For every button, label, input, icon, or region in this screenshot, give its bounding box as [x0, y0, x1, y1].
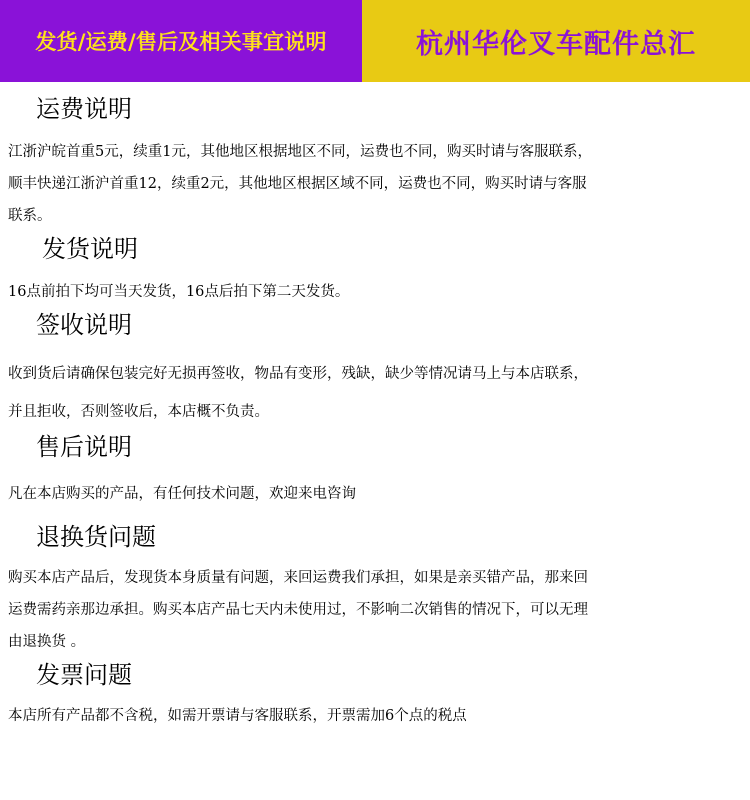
section-body-delivery	[8, 276, 743, 308]
section-heading-shipping-fee: 运费说明	[36, 95, 132, 123]
section-body-shipping-fee	[8, 136, 743, 232]
text-line: 凡在本店购买的产品，有任何技术问题，欢迎来电咨询	[8, 486, 356, 502]
section-heading-invoice: 发票问题	[36, 661, 132, 689]
header-banner	[0, 0, 750, 82]
store-name-title: 杭州华伦叉车配件总汇	[416, 28, 696, 60]
text-line: 收到货后请确保包装完好无损再签收，物品有变形，残缺，缺少等情况请马上与本店联系，	[8, 366, 588, 382]
text-line: 16点前拍下均可当天发货，16点后拍下第二天发货。	[8, 284, 350, 300]
text-line: 由退换货 。	[8, 634, 86, 650]
text-line: 江浙沪皖首重5元，续重1元，其他地区根据地区不同，运费也不同，购买时请与客服联系，	[8, 144, 592, 160]
text-line: 本店所有产品都不含税，如需开票请与客服联系，开票需加6个点的税点	[8, 708, 467, 724]
section-heading-after-sales: 售后说明	[36, 433, 132, 461]
text-line: 顺丰快递江浙沪首重12，续重2元，其他地区根据区域不同，运费也不同，购买时请与客服	[8, 176, 587, 192]
text-line: 购买本店产品后，发现货本身质量有问题，来回运费我们承担，如果是亲买错产品，那来回	[8, 570, 588, 586]
section-body-signing	[8, 358, 743, 428]
banner-left-panel	[0, 0, 362, 82]
section-heading-returns: 退换货问题	[36, 523, 156, 551]
section-body-invoice	[8, 700, 743, 732]
text-line: 联系。	[8, 208, 52, 224]
text-line: 并且拒收，否则签收后，本店概不负责。	[8, 404, 269, 420]
section-body-after-sales	[8, 478, 743, 510]
section-heading-signing: 签收说明	[36, 311, 132, 339]
text-line: 运费需药亲那边承担。购买本店产品七天内未使用过，不影响二次销售的情况下，可以无理	[8, 602, 588, 618]
section-heading-delivery: 发货说明	[42, 235, 138, 263]
banner-left-title: 发货/运费/售后及相关事宜说明	[35, 30, 327, 54]
banner-right-panel	[362, 0, 750, 82]
section-body-returns	[8, 562, 743, 658]
